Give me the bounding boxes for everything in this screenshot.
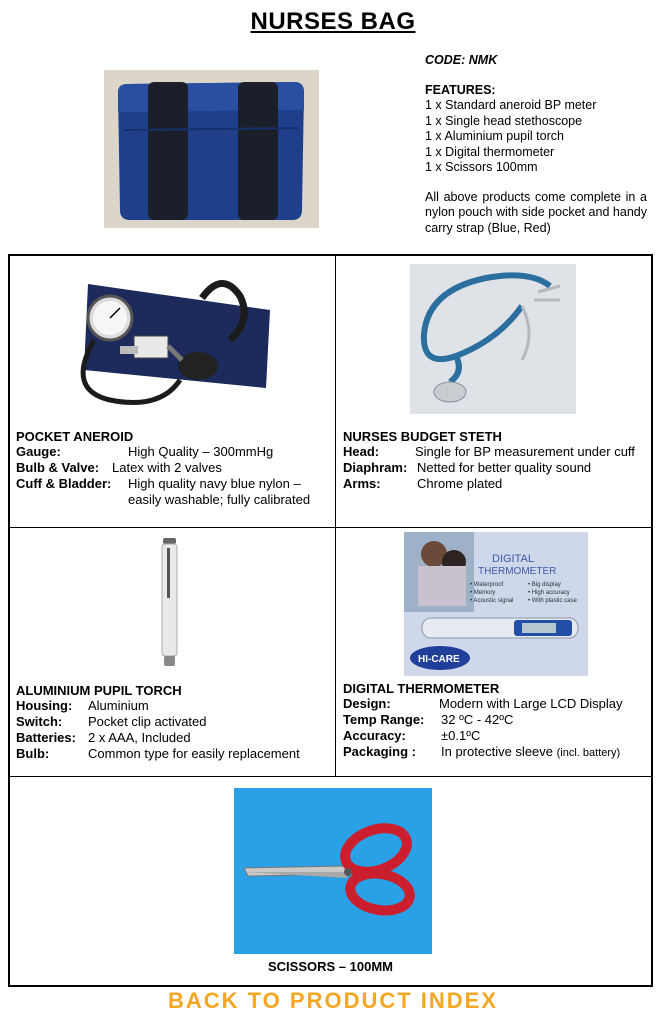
- aneroid-image: [70, 270, 280, 420]
- spec-key: Batteries:: [16, 730, 76, 745]
- back-to-product-index-link[interactable]: BACK TO PRODUCT INDEX: [167, 988, 499, 1013]
- spec-key: Bulb:: [16, 746, 50, 761]
- feature-item: 1 x Digital thermometer: [425, 144, 555, 159]
- spec-row: [16, 460, 331, 476]
- divider: [10, 527, 651, 528]
- spec-value: High Quality – 300mmHg: [128, 444, 274, 459]
- spec-key: Cuff & Bladder:: [16, 476, 112, 491]
- product-name: DIGITAL THERMOMETER: [343, 681, 500, 696]
- feature-item: 1 x Single head stethoscope: [425, 113, 583, 128]
- scissors-caption: SCISSORS – 100MM: [268, 959, 393, 974]
- thermo-bullet: • High accuracy: [528, 590, 570, 596]
- spec-value: 32 ºC - 42ºC: [441, 712, 514, 727]
- thermo-box-line1: DIGITAL: [492, 553, 534, 565]
- spec-key: Diaphram:: [343, 460, 408, 475]
- product-name: POCKET ANEROID: [16, 429, 134, 444]
- thermo-bullet: • Big display: [528, 582, 561, 588]
- spec-key: Design:: [343, 696, 391, 711]
- thermo-bullet: • Acoustic signal: [470, 598, 514, 604]
- thermo-brand: HI-CARE: [418, 654, 460, 665]
- nurses-bag-image: [104, 70, 319, 228]
- spec-key: Temp Range:: [343, 712, 425, 727]
- intro-block: [425, 53, 647, 236]
- torch-info: [16, 683, 331, 762]
- spec-key: Gauge:: [16, 444, 61, 459]
- feature-item: 1 x Aluminium pupil torch: [425, 129, 564, 143]
- feature-item: 1 x Scissors 100mm: [425, 160, 538, 174]
- spec-key: Bulb & Valve:: [16, 460, 100, 475]
- spec-row: [16, 698, 331, 714]
- spec-value: Aluminium: [88, 698, 149, 713]
- spec-key: Housing:: [16, 698, 73, 713]
- torch-image: [160, 538, 180, 668]
- thermometer-image: [404, 532, 588, 676]
- spec-row: [343, 712, 648, 728]
- spec-value: 2 x AAA, Included: [88, 730, 191, 745]
- product-grid: [8, 254, 653, 987]
- divider: [335, 256, 336, 776]
- spec-value: Latex with 2 valves: [112, 460, 222, 475]
- spec-row: [16, 746, 331, 762]
- thermo-bullet: • Waterproof: [470, 582, 504, 588]
- spec-key: Arms:: [343, 476, 381, 491]
- spec-key: Head:: [343, 444, 380, 459]
- spec-row: [16, 714, 331, 730]
- spec-row: [16, 476, 331, 508]
- spec-value: ±0.1ºC: [441, 728, 481, 743]
- scissors-image: [234, 788, 432, 954]
- page-title: NURSES BAG: [250, 8, 416, 35]
- spec-row: [343, 476, 648, 492]
- spec-key: Packaging :: [343, 744, 416, 759]
- spec-value: High quality navy blue nylon – easily washable; fully calibrated: [128, 476, 311, 507]
- thermo-info: [343, 681, 648, 761]
- spec-row: [16, 730, 331, 746]
- spec-key: Switch:: [16, 714, 63, 729]
- spec-value: Single for BP measurement under cuff: [415, 444, 635, 459]
- spec-key: Accuracy:: [343, 728, 406, 743]
- spec-value: Common type for easily replacement: [88, 746, 300, 761]
- divider: [10, 776, 651, 777]
- spec-value: Netted for better quality sound: [417, 460, 592, 475]
- feature-item: 1 x Standard aneroid BP meter: [425, 98, 597, 112]
- product-code: CODE: NMK: [425, 53, 498, 67]
- aneroid-info: [16, 429, 331, 508]
- steth-info: [343, 429, 648, 492]
- spec-row: [343, 728, 648, 744]
- stethoscope-image: [410, 264, 576, 414]
- spec-value-note: (incl. battery): [556, 747, 621, 759]
- pouch-note: All above products come complete in a nylon pouch with side pocket and handy carry strap (Blue, Red): [425, 189, 647, 235]
- spec-value: Modern with Large LCD Display: [439, 696, 623, 711]
- spec-row: [343, 460, 648, 476]
- thermo-box-line2: THERMOMETER: [478, 566, 557, 577]
- features-heading: FEATURES:: [425, 82, 496, 97]
- spec-value-main: In protective sleeve: [441, 744, 554, 759]
- spec-row: [343, 744, 648, 761]
- thermo-bullet: • With plastic case: [528, 598, 577, 604]
- product-name: ALUMINIUM PUPIL TORCH: [16, 683, 182, 698]
- product-name: NURSES BUDGET STETH: [343, 429, 502, 444]
- thermo-bullet: • Memory: [470, 590, 496, 596]
- spec-value: Pocket clip activated: [88, 714, 207, 729]
- spec-row: [16, 444, 331, 460]
- spec-row: [343, 444, 648, 460]
- spec-value: [441, 744, 648, 761]
- spec-value: Chrome plated: [417, 476, 503, 491]
- spec-row: [343, 696, 648, 712]
